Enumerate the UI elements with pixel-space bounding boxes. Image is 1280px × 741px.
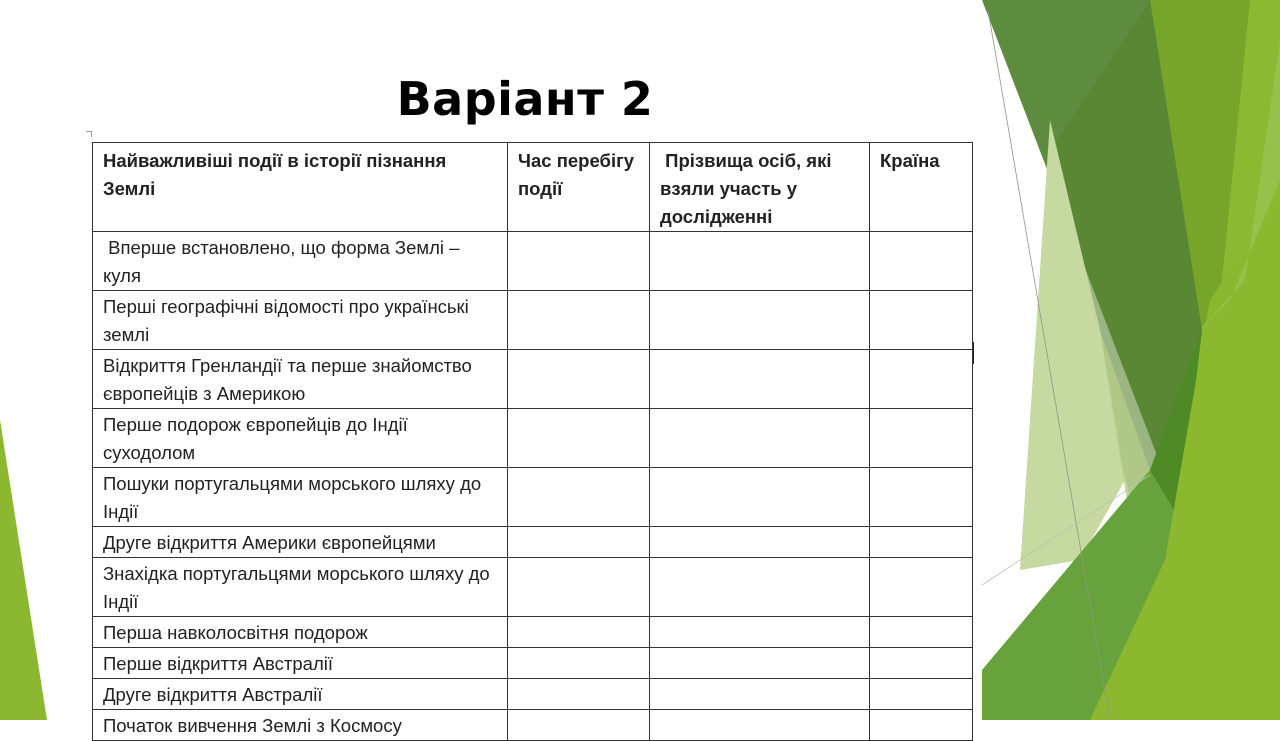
cell-event[interactable]: Пошуки португальцями морського шляху до Індії (93, 468, 508, 527)
cell-persons[interactable] (650, 232, 870, 291)
cell-persons[interactable] (650, 468, 870, 527)
cell-country[interactable] (870, 527, 973, 558)
header-events: Найважливіші події в історії пізнання Землі (93, 143, 508, 232)
slide-title: Варіант 2 (396, 72, 654, 126)
cell-persons[interactable] (650, 648, 870, 679)
cell-event[interactable]: Вперше встановлено, що форма Землі – куля (93, 232, 508, 291)
cell-time[interactable] (508, 527, 650, 558)
text-cursor (973, 342, 974, 364)
table-row (93, 232, 973, 291)
cell-persons[interactable] (650, 617, 870, 648)
cell-event[interactable]: Перше відкриття Австралії (93, 648, 508, 679)
table-row (93, 350, 973, 409)
table-row (93, 291, 973, 350)
table-row (93, 648, 973, 679)
cell-persons[interactable] (650, 710, 870, 741)
cell-country[interactable] (870, 679, 973, 710)
header-persons: Прізвища осіб, які взяли участь у дослідженні (650, 143, 870, 232)
cell-time[interactable] (508, 232, 650, 291)
cell-persons[interactable] (650, 558, 870, 617)
cell-persons[interactable] (650, 409, 870, 468)
left-lime-triangle (0, 420, 47, 720)
cell-persons[interactable] (650, 350, 870, 409)
table-row (93, 558, 973, 617)
table-row (93, 527, 973, 558)
cell-time[interactable] (508, 409, 650, 468)
table-row (93, 617, 973, 648)
events-table (92, 142, 973, 741)
cell-time[interactable] (508, 468, 650, 527)
cell-event[interactable]: Відкриття Гренландії та перше знайомство європейців з Америкою (93, 350, 508, 409)
cell-persons[interactable] (650, 291, 870, 350)
cell-event[interactable]: Друге відкриття Америки європейцями (93, 527, 508, 558)
cell-country[interactable] (870, 468, 973, 527)
cell-country[interactable] (870, 617, 973, 648)
cell-country[interactable] (870, 648, 973, 679)
cell-event[interactable]: Початок вивчення Землі з Космосу (93, 710, 508, 741)
cell-country[interactable] (870, 350, 973, 409)
table-row (93, 409, 973, 468)
table-anchor-handle[interactable] (86, 131, 92, 137)
cell-event[interactable]: Перше подорож європейців до Індії суходолом (93, 409, 508, 468)
cell-country[interactable] (870, 558, 973, 617)
cell-country[interactable] (870, 710, 973, 741)
cell-country[interactable] (870, 291, 973, 350)
cell-event[interactable]: Перша навколосвітня подорож (93, 617, 508, 648)
cell-country[interactable] (870, 232, 973, 291)
cell-event[interactable]: Знахідка португальцями морського шляху до Індії (93, 558, 508, 617)
table-row (93, 679, 973, 710)
table-row (93, 710, 973, 741)
cell-time[interactable] (508, 679, 650, 710)
cell-time[interactable] (508, 617, 650, 648)
cell-time[interactable] (508, 710, 650, 741)
cell-time[interactable] (508, 558, 650, 617)
events-table-container (92, 142, 973, 741)
cell-time[interactable] (508, 291, 650, 350)
cell-persons[interactable] (650, 679, 870, 710)
table-row (93, 468, 973, 527)
cell-event[interactable]: Перші географічні відомості про українські землі (93, 291, 508, 350)
cell-time[interactable] (508, 648, 650, 679)
cell-country[interactable] (870, 409, 973, 468)
cell-persons[interactable] (650, 527, 870, 558)
cell-time[interactable] (508, 350, 650, 409)
cell-event[interactable]: Друге відкриття Австралії (93, 679, 508, 710)
table-header-row (93, 143, 973, 232)
header-country: Країна (870, 143, 973, 232)
header-time: Час перебігу події (508, 143, 650, 232)
